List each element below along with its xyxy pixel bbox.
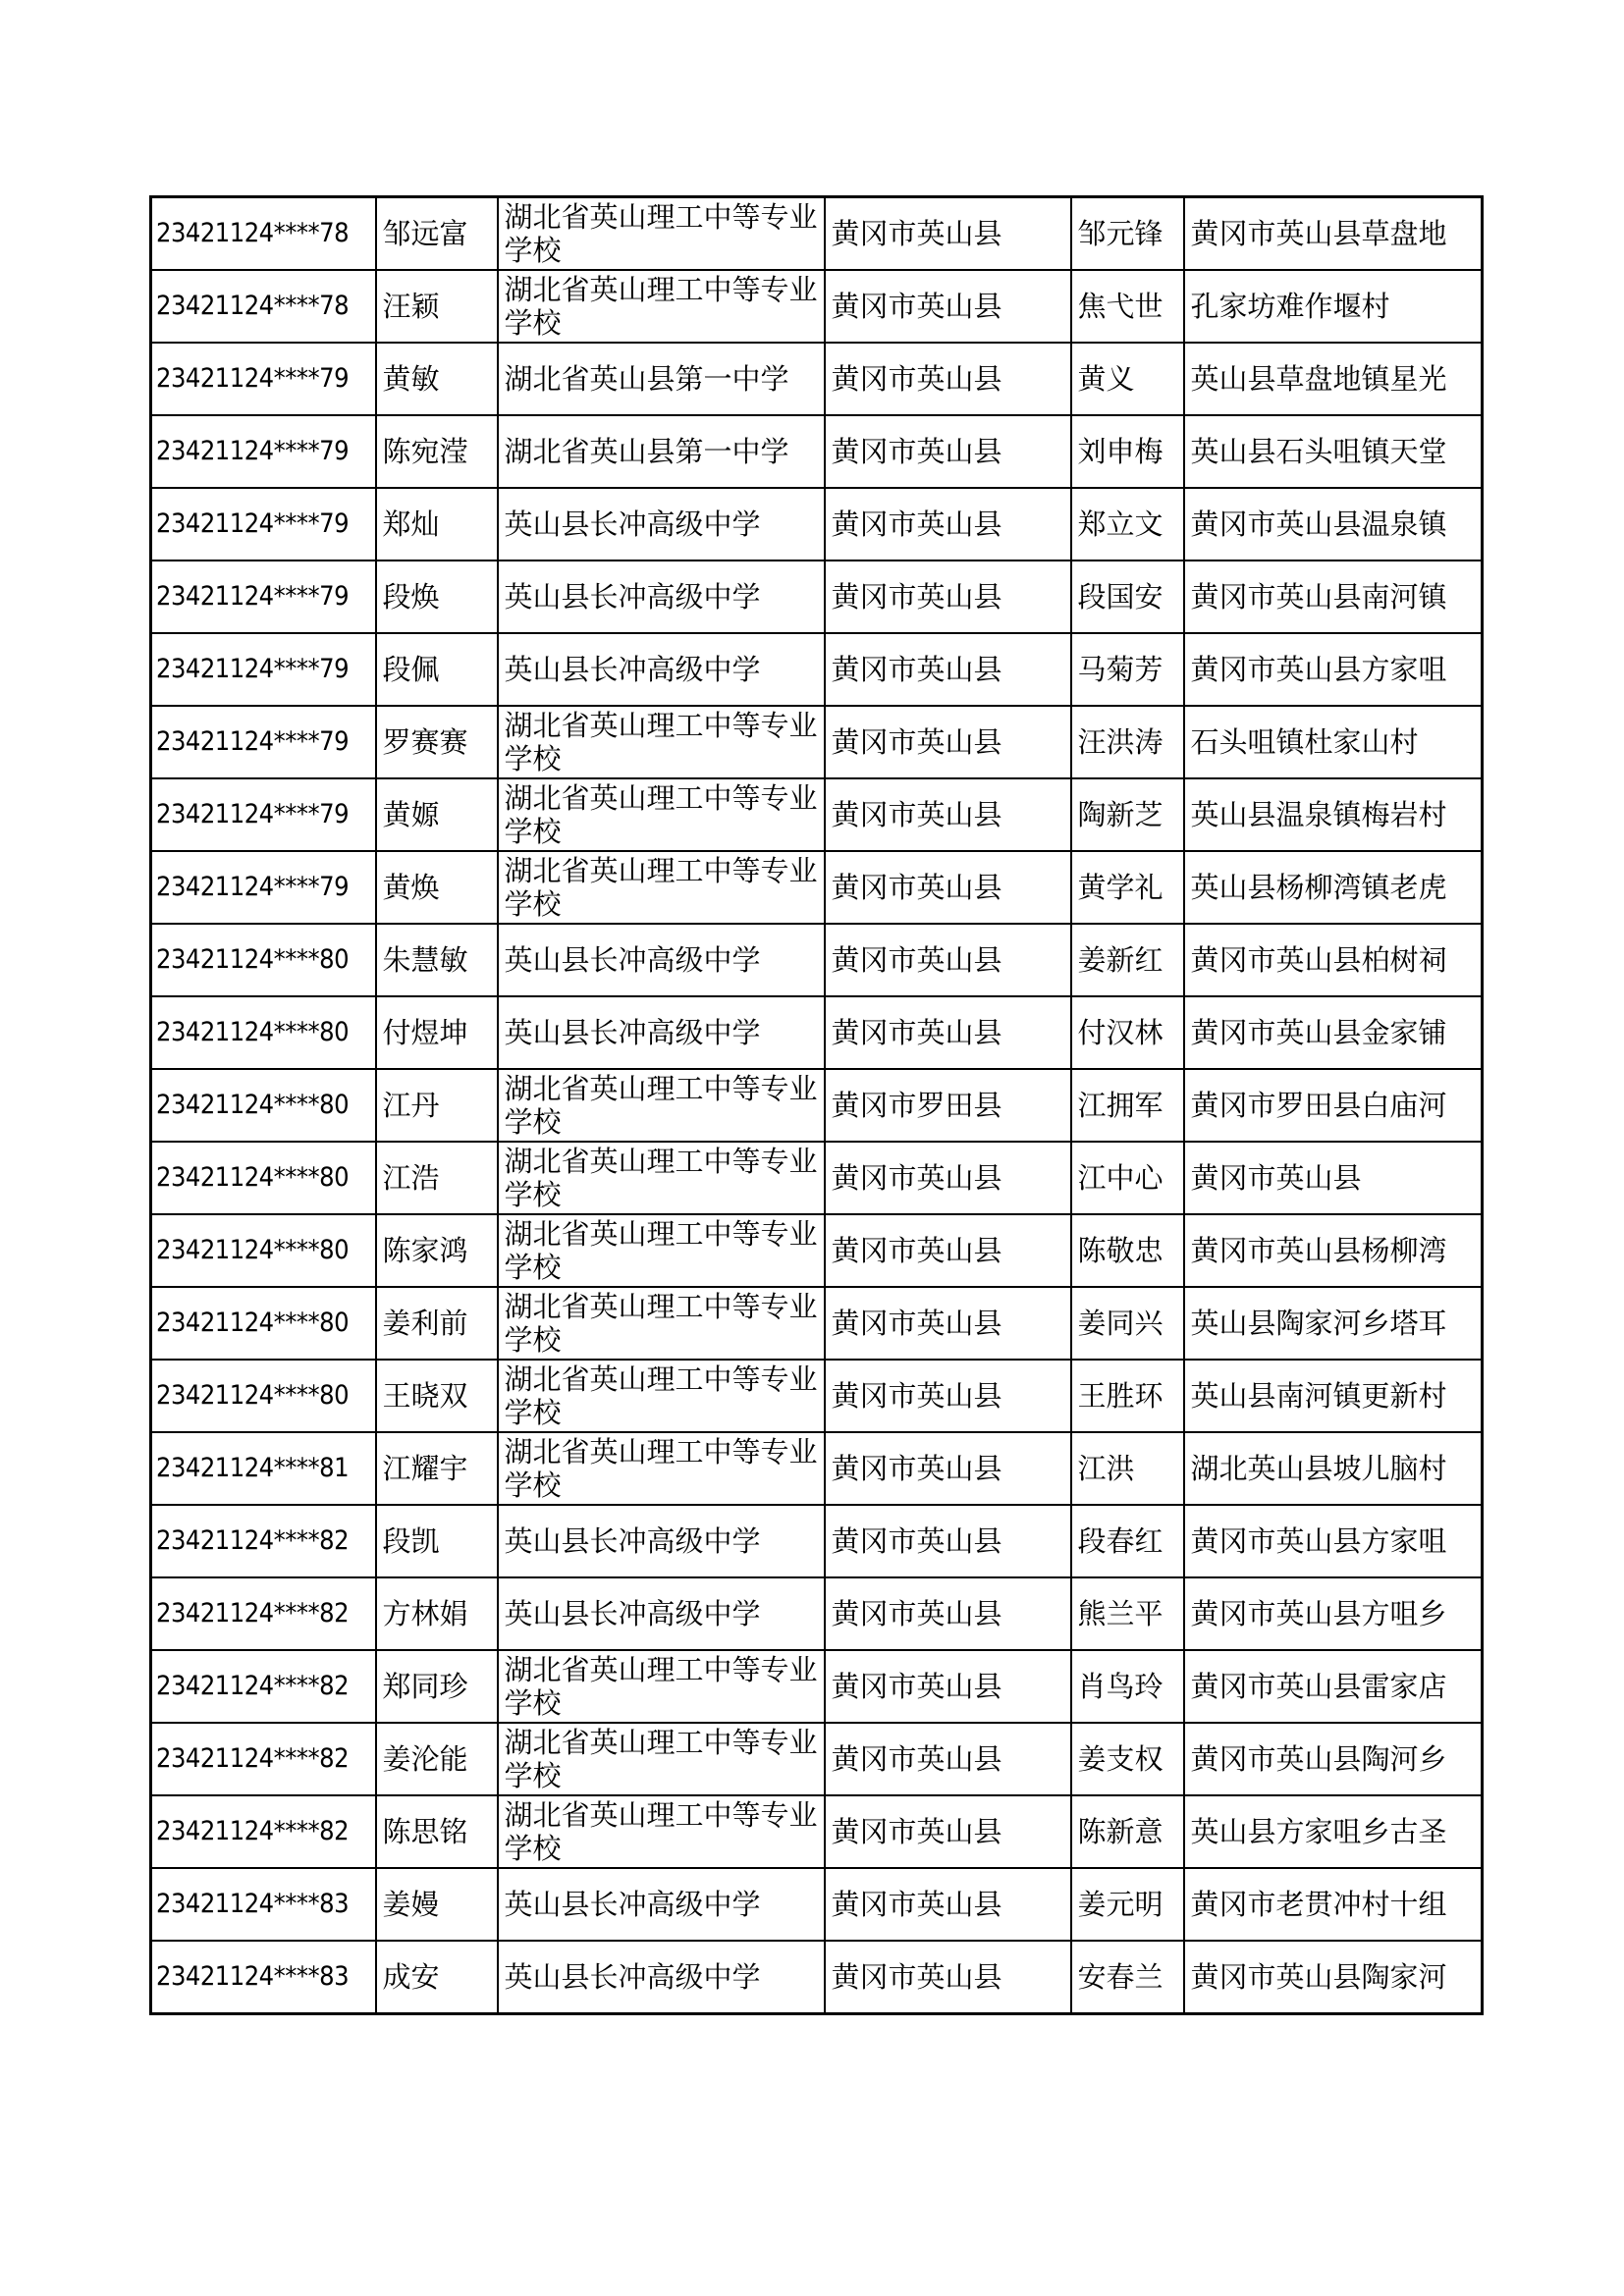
address-cell: 黄冈市英山县 <box>1184 1142 1483 1214</box>
student-name-cell: 姜嫚 <box>376 1868 498 1941</box>
guardian-name-cell: 安春兰 <box>1071 1941 1184 2014</box>
table-row <box>151 1287 1483 1360</box>
guardian-name-cell: 江洪 <box>1071 1432 1184 1505</box>
school-cell: 英山县长冲高级中学 <box>498 1868 825 1941</box>
id-number-cell: 23421124****79 <box>151 778 376 851</box>
student-name-cell: 黄嫄 <box>376 778 498 851</box>
table-row <box>151 633 1483 706</box>
student-name-cell: 江浩 <box>376 1142 498 1214</box>
table-row <box>151 1432 1483 1505</box>
table-row <box>151 1142 1483 1214</box>
region-cell: 黄冈市英山县 <box>825 1432 1071 1505</box>
table-row <box>151 1577 1483 1650</box>
id-number-cell: 23421124****81 <box>151 1432 376 1505</box>
table-row <box>151 561 1483 633</box>
address-cell: 黄冈市英山县温泉镇 <box>1184 488 1483 561</box>
school-cell: 湖北省英山理工中等专业学校 <box>498 270 825 343</box>
id-number-cell: 23421124****80 <box>151 996 376 1069</box>
region-cell: 黄冈市英山县 <box>825 1723 1071 1795</box>
guardian-name-cell: 焦弋世 <box>1071 270 1184 343</box>
id-number-cell: 23421124****80 <box>151 1214 376 1287</box>
table-row <box>151 1505 1483 1577</box>
address-cell: 英山县温泉镇梅岩村 <box>1184 778 1483 851</box>
student-name-cell: 朱慧敏 <box>376 924 498 996</box>
guardian-name-cell: 郑立文 <box>1071 488 1184 561</box>
address-cell: 黄冈市英山县草盘地 <box>1184 197 1483 271</box>
student-name-cell: 江耀宇 <box>376 1432 498 1505</box>
address-cell: 黄冈市英山县雷家店 <box>1184 1650 1483 1723</box>
guardian-name-cell: 陈新意 <box>1071 1795 1184 1868</box>
region-cell: 黄冈市英山县 <box>825 1142 1071 1214</box>
school-cell: 湖北省英山理工中等专业学校 <box>498 1723 825 1795</box>
guardian-name-cell: 邹元锋 <box>1071 197 1184 271</box>
guardian-name-cell: 姜新红 <box>1071 924 1184 996</box>
address-cell: 黄冈市英山县南河镇 <box>1184 561 1483 633</box>
guardian-name-cell: 江中心 <box>1071 1142 1184 1214</box>
region-cell: 黄冈市英山县 <box>825 1287 1071 1360</box>
id-number-cell: 23421124****79 <box>151 343 376 415</box>
region-cell: 黄冈市英山县 <box>825 996 1071 1069</box>
address-cell: 湖北英山县坡儿脑村 <box>1184 1432 1483 1505</box>
address-cell: 黄冈市英山县陶河乡 <box>1184 1723 1483 1795</box>
address-cell: 英山县草盘地镇星光 <box>1184 343 1483 415</box>
guardian-name-cell: 汪洪涛 <box>1071 706 1184 778</box>
region-cell: 黄冈市英山县 <box>825 924 1071 996</box>
table-row <box>151 1650 1483 1723</box>
school-cell: 湖北省英山理工中等专业学校 <box>498 851 825 924</box>
student-name-cell: 段焕 <box>376 561 498 633</box>
guardian-name-cell: 姜支权 <box>1071 1723 1184 1795</box>
address-cell: 黄冈市英山县方家咀 <box>1184 1505 1483 1577</box>
table-row <box>151 924 1483 996</box>
school-cell: 湖北省英山理工中等专业学校 <box>498 1650 825 1723</box>
id-number-cell: 23421124****80 <box>151 1142 376 1214</box>
student-name-cell: 王晓双 <box>376 1360 498 1432</box>
table-row <box>151 1941 1483 2014</box>
address-cell: 孔家坊难作堰村 <box>1184 270 1483 343</box>
table-row <box>151 343 1483 415</box>
region-cell: 黄冈市英山县 <box>825 1868 1071 1941</box>
student-name-cell: 方林娟 <box>376 1577 498 1650</box>
school-cell: 英山县长冲高级中学 <box>498 561 825 633</box>
table-row <box>151 1868 1483 1941</box>
school-cell: 英山县长冲高级中学 <box>498 1505 825 1577</box>
region-cell: 黄冈市英山县 <box>825 633 1071 706</box>
school-cell: 湖北省英山理工中等专业学校 <box>498 1142 825 1214</box>
school-cell: 湖北省英山理工中等专业学校 <box>498 1287 825 1360</box>
student-name-cell: 陈宛滢 <box>376 415 498 488</box>
guardian-name-cell: 付汉林 <box>1071 996 1184 1069</box>
region-cell: 黄冈市英山县 <box>825 488 1071 561</box>
table-row <box>151 1360 1483 1432</box>
table-row <box>151 488 1483 561</box>
table-row <box>151 270 1483 343</box>
id-number-cell: 23421124****82 <box>151 1795 376 1868</box>
table-row <box>151 851 1483 924</box>
address-cell: 英山县方家咀乡古圣 <box>1184 1795 1483 1868</box>
id-number-cell: 23421124****83 <box>151 1868 376 1941</box>
student-name-cell: 成安 <box>376 1941 498 2014</box>
id-number-cell: 23421124****82 <box>151 1650 376 1723</box>
address-cell: 黄冈市英山县柏树祠 <box>1184 924 1483 996</box>
table-row <box>151 415 1483 488</box>
region-cell: 黄冈市英山县 <box>825 1650 1071 1723</box>
school-cell: 英山县长冲高级中学 <box>498 488 825 561</box>
guardian-name-cell: 陈敬忠 <box>1071 1214 1184 1287</box>
guardian-name-cell: 王胜环 <box>1071 1360 1184 1432</box>
region-cell: 黄冈市英山县 <box>825 1795 1071 1868</box>
address-cell: 英山县南河镇更新村 <box>1184 1360 1483 1432</box>
student-name-cell: 段佩 <box>376 633 498 706</box>
student-name-cell: 段凯 <box>376 1505 498 1577</box>
region-cell: 黄冈市英山县 <box>825 270 1071 343</box>
address-cell: 黄冈市老贯冲村十组 <box>1184 1868 1483 1941</box>
school-cell: 湖北省英山理工中等专业学校 <box>498 1795 825 1868</box>
student-name-cell: 姜沦能 <box>376 1723 498 1795</box>
school-cell: 湖北省英山县第一中学 <box>498 415 825 488</box>
guardian-name-cell: 段国安 <box>1071 561 1184 633</box>
id-number-cell: 23421124****80 <box>151 924 376 996</box>
id-number-cell: 23421124****83 <box>151 1941 376 2014</box>
id-number-cell: 23421124****79 <box>151 706 376 778</box>
region-cell: 黄冈市罗田县 <box>825 1069 1071 1142</box>
region-cell: 黄冈市英山县 <box>825 1577 1071 1650</box>
guardian-name-cell: 姜同兴 <box>1071 1287 1184 1360</box>
student-name-cell: 罗赛赛 <box>376 706 498 778</box>
records-table-body <box>151 197 1483 2014</box>
school-cell: 英山县长冲高级中学 <box>498 996 825 1069</box>
id-number-cell: 23421124****82 <box>151 1505 376 1577</box>
id-number-cell: 23421124****80 <box>151 1287 376 1360</box>
id-number-cell: 23421124****82 <box>151 1577 376 1650</box>
id-number-cell: 23421124****79 <box>151 561 376 633</box>
id-number-cell: 23421124****80 <box>151 1360 376 1432</box>
region-cell: 黄冈市英山县 <box>825 778 1071 851</box>
student-name-cell: 付煜坤 <box>376 996 498 1069</box>
school-cell: 英山县长冲高级中学 <box>498 633 825 706</box>
school-cell: 湖北省英山理工中等专业学校 <box>498 197 825 271</box>
guardian-name-cell: 姜元明 <box>1071 1868 1184 1941</box>
table-row <box>151 1069 1483 1142</box>
guardian-name-cell: 黄学礼 <box>1071 851 1184 924</box>
address-cell: 黄冈市英山县杨柳湾 <box>1184 1214 1483 1287</box>
id-number-cell: 23421124****80 <box>151 1069 376 1142</box>
id-number-cell: 23421124****78 <box>151 197 376 271</box>
guardian-name-cell: 江拥军 <box>1071 1069 1184 1142</box>
school-cell: 湖北省英山理工中等专业学校 <box>498 1360 825 1432</box>
school-cell: 湖北省英山理工中等专业学校 <box>498 1432 825 1505</box>
table-row <box>151 197 1483 271</box>
guardian-name-cell: 马菊芳 <box>1071 633 1184 706</box>
address-cell: 英山县杨柳湾镇老虎 <box>1184 851 1483 924</box>
address-cell: 英山县石头咀镇天堂 <box>1184 415 1483 488</box>
school-cell: 英山县长冲高级中学 <box>498 1941 825 2014</box>
id-number-cell: 23421124****79 <box>151 488 376 561</box>
table-row <box>151 1214 1483 1287</box>
id-number-cell: 23421124****78 <box>151 270 376 343</box>
table-row <box>151 778 1483 851</box>
region-cell: 黄冈市英山县 <box>825 561 1071 633</box>
student-name-cell: 郑灿 <box>376 488 498 561</box>
table-row <box>151 996 1483 1069</box>
id-number-cell: 23421124****82 <box>151 1723 376 1795</box>
student-name-cell: 黄焕 <box>376 851 498 924</box>
records-table <box>149 195 1484 2015</box>
guardian-name-cell: 陶新芝 <box>1071 778 1184 851</box>
school-cell: 湖北省英山理工中等专业学校 <box>498 1214 825 1287</box>
region-cell: 黄冈市英山县 <box>825 197 1071 271</box>
address-cell: 英山县陶家河乡塔耳 <box>1184 1287 1483 1360</box>
address-cell: 黄冈市英山县方家咀 <box>1184 633 1483 706</box>
region-cell: 黄冈市英山县 <box>825 1941 1071 2014</box>
school-cell: 湖北省英山县第一中学 <box>498 343 825 415</box>
region-cell: 黄冈市英山县 <box>825 1360 1071 1432</box>
region-cell: 黄冈市英山县 <box>825 1214 1071 1287</box>
table-row <box>151 706 1483 778</box>
school-cell: 英山县长冲高级中学 <box>498 924 825 996</box>
region-cell: 黄冈市英山县 <box>825 706 1071 778</box>
student-name-cell: 黄敏 <box>376 343 498 415</box>
guardian-name-cell: 熊兰平 <box>1071 1577 1184 1650</box>
region-cell: 黄冈市英山县 <box>825 415 1071 488</box>
student-name-cell: 邹远富 <box>376 197 498 271</box>
student-name-cell: 郑同珍 <box>376 1650 498 1723</box>
guardian-name-cell: 段春红 <box>1071 1505 1184 1577</box>
guardian-name-cell: 刘申梅 <box>1071 415 1184 488</box>
region-cell: 黄冈市英山县 <box>825 343 1071 415</box>
address-cell: 黄冈市罗田县白庙河 <box>1184 1069 1483 1142</box>
table-row <box>151 1795 1483 1868</box>
student-name-cell: 陈家鸿 <box>376 1214 498 1287</box>
school-cell: 英山县长冲高级中学 <box>498 1577 825 1650</box>
address-cell: 黄冈市英山县方咀乡 <box>1184 1577 1483 1650</box>
id-number-cell: 23421124****79 <box>151 633 376 706</box>
guardian-name-cell: 肖鸟玲 <box>1071 1650 1184 1723</box>
address-cell: 黄冈市英山县金家铺 <box>1184 996 1483 1069</box>
region-cell: 黄冈市英山县 <box>825 1505 1071 1577</box>
id-number-cell: 23421124****79 <box>151 415 376 488</box>
guardian-name-cell: 黄义 <box>1071 343 1184 415</box>
address-cell: 黄冈市英山县陶家河 <box>1184 1941 1483 2014</box>
region-cell: 黄冈市英山县 <box>825 851 1071 924</box>
student-name-cell: 陈思铭 <box>376 1795 498 1868</box>
id-number-cell: 23421124****79 <box>151 851 376 924</box>
student-name-cell: 姜利前 <box>376 1287 498 1360</box>
school-cell: 湖北省英山理工中等专业学校 <box>498 706 825 778</box>
table-row <box>151 1723 1483 1795</box>
student-name-cell: 江丹 <box>376 1069 498 1142</box>
school-cell: 湖北省英山理工中等专业学校 <box>498 778 825 851</box>
address-cell: 石头咀镇杜家山村 <box>1184 706 1483 778</box>
school-cell: 湖北省英山理工中等专业学校 <box>498 1069 825 1142</box>
student-name-cell: 汪颖 <box>376 270 498 343</box>
